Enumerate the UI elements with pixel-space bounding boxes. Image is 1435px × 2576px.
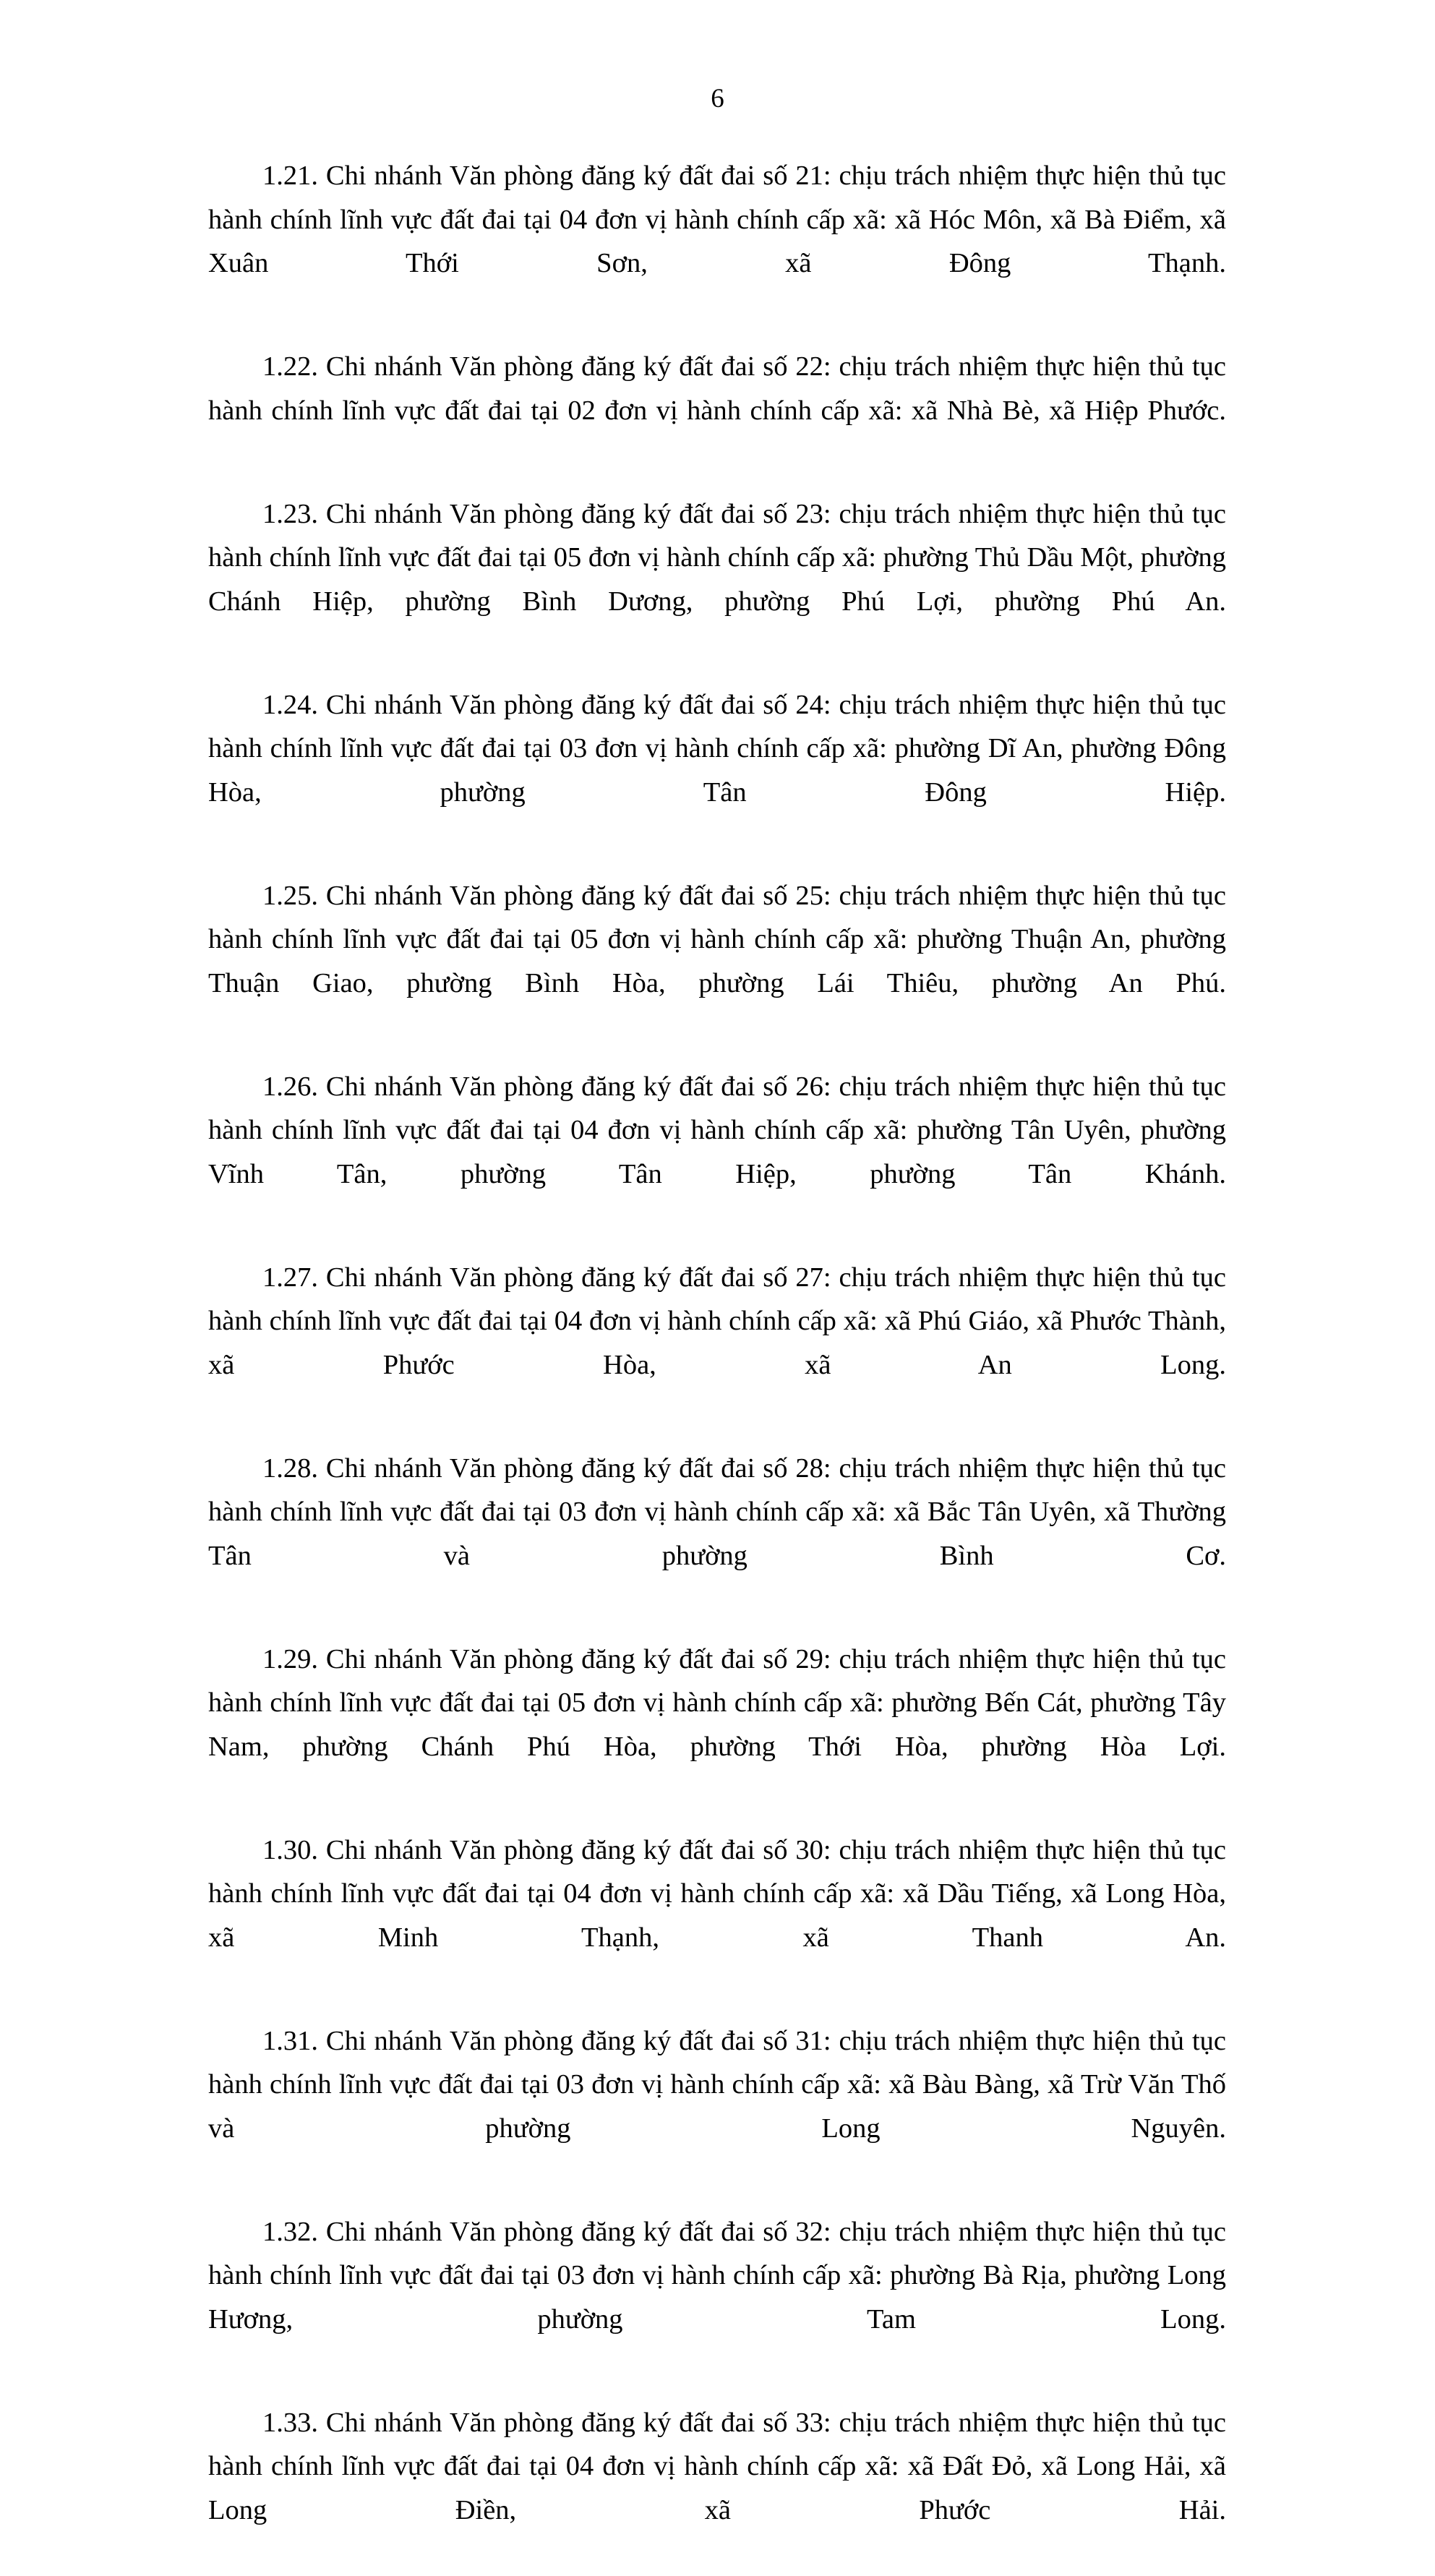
paragraph-1-32: 1.32. Chi nhánh Văn phòng đăng ký đất đai số 32: chịu trách nhiệm thực hiện thủ tục hành chính lĩnh vực đất đai tại 03 đơn vị hành chính cấp xã: phường Bà Rịa, phường Long Hương, phường Tam Long. — [208, 2216, 1226, 2335]
paragraph-1-33: 1.33. Chi nhánh Văn phòng đăng ký đất đai số 33: chịu trách nhiệm thực hiện thủ tục hành chính lĩnh vực đất đai tại 04 đơn vị hành chính cấp xã: xã Đất Đỏ, xã Long Hải, xã Long Điền, xã Phước Hải. — [208, 2407, 1226, 2525]
paragraph-1-27: 1.27. Chi nhánh Văn phòng đăng ký đất đai số 27: chịu trách nhiệm thực hiện thủ tục hành chính lĩnh vực đất đai tại 04 đơn vị hành chính cấp xã: xã Phú Giáo, xã Phước Thành, xã Phước Hòa, xã An Long. — [208, 1262, 1226, 1380]
paragraph-1-29: 1.29. Chi nhánh Văn phòng đăng ký đất đai số 29: chịu trách nhiệm thực hiện thủ tục hành chính lĩnh vực đất đai tại 05 đơn vị hành chính cấp xã: phường Bến Cát, phường Tây Nam, phường Chánh Phú Hòa, phường Thới Hòa, phường Hòa Lợi. — [208, 1643, 1226, 1762]
paragraph-1-21: 1.21. Chi nhánh Văn phòng đăng ký đất đai số 21: chịu trách nhiệm thực hiện thủ tục hành chính lĩnh vực đất đai tại 04 đơn vị hành chính cấp xã: xã Hóc Môn, xã Bà Điểm, xã Xuân Thới Sơn, xã Đông Thạnh. — [208, 161, 1226, 278]
paragraph-1-22: 1.22. Chi nhánh Văn phòng đăng ký đất đai số 22: chịu trách nhiệm thực hiện thủ tục hành chính lĩnh vực đất đai tại 02 đơn vị hành chính cấp xã: xã Nhà Bè, xã Hiệp Phước. — [208, 351, 1226, 426]
document-body — [208, 154, 1226, 2576]
paragraph-1-26: 1.26. Chi nhánh Văn phòng đăng ký đất đai số 26: chịu trách nhiệm thực hiện thủ tục hành chính lĩnh vực đất đai tại 04 đơn vị hành chính cấp xã: phường Tân Uyên, phường Vĩnh Tân, phường Tân Hiệp, phường Tân Khánh. — [208, 1071, 1226, 1189]
paragraph-1-23: 1.23. Chi nhánh Văn phòng đăng ký đất đai số 23: chịu trách nhiệm thực hiện thủ tục hành chính lĩnh vực đất đai tại 05 đơn vị hành chính cấp xã: phường Thủ Dầu Một, phường Chánh Hiệp, phường Bình Dương, phường Phú Lợi, phường Phú An. — [208, 498, 1226, 617]
paragraph-1-24: 1.24. Chi nhánh Văn phòng đăng ký đất đai số 24: chịu trách nhiệm thực hiện thủ tục hành chính lĩnh vực đất đai tại 03 đơn vị hành chính cấp xã: phường Dĩ An, phường Đông Hòa, phường Tân Đông Hiệp. — [208, 689, 1226, 808]
paragraph-1-28: 1.28. Chi nhánh Văn phòng đăng ký đất đai số 28: chịu trách nhiệm thực hiện thủ tục hành chính lĩnh vực đất đai tại 03 đơn vị hành chính cấp xã: xã Bắc Tân Uyên, xã Thường Tân và phường Bình Cơ. — [208, 1452, 1226, 1571]
paragraph-1-30: 1.30. Chi nhánh Văn phòng đăng ký đất đai số 30: chịu trách nhiệm thực hiện thủ tục hành chính lĩnh vực đất đai tại 04 đơn vị hành chính cấp xã: xã Dầu Tiếng, xã Long Hòa, xã Minh Thạnh, xã Thanh An. — [208, 1834, 1226, 1953]
page-number: 6 — [711, 84, 724, 114]
paragraph-1-25: 1.25. Chi nhánh Văn phòng đăng ký đất đai số 25: chịu trách nhiệm thực hiện thủ tục hành chính lĩnh vực đất đai tại 05 đơn vị hành chính cấp xã: phường Thuận An, phường Thuận Giao, phường Bình Hòa, phường Lái Thiêu, phường An Phú. — [208, 880, 1226, 998]
paragraph-1-31: 1.31. Chi nhánh Văn phòng đăng ký đất đai số 31: chịu trách nhiệm thực hiện thủ tục hành chính lĩnh vực đất đai tại 03 đơn vị hành chính cấp xã: xã Bàu Bàng, xã Trừ Văn Thố và phường Long Nguyên. — [208, 2025, 1226, 2144]
